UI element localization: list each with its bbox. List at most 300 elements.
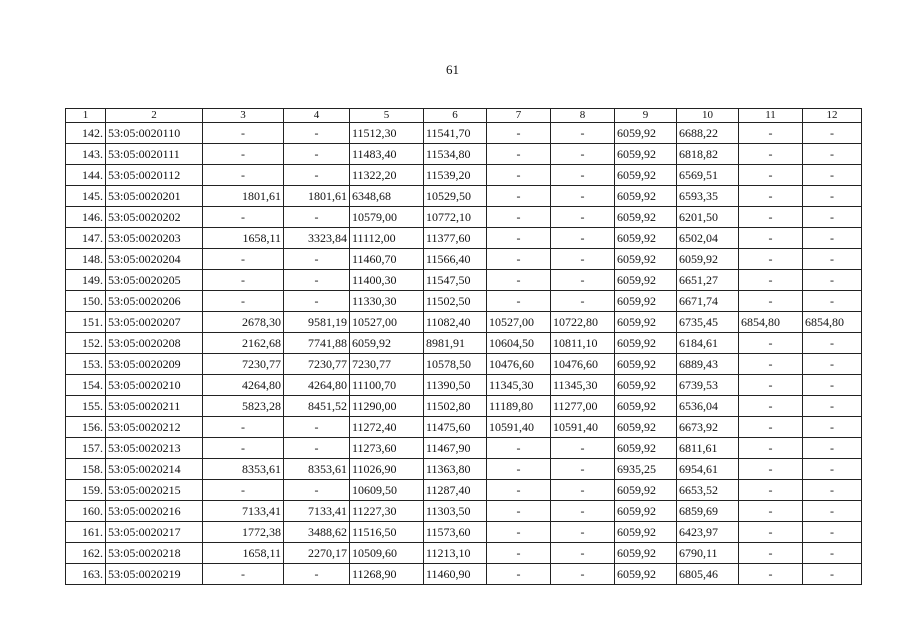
value-cell: - xyxy=(203,270,284,291)
value-cell: - xyxy=(739,459,803,480)
value-cell: - xyxy=(803,354,862,375)
row-number-cell: 151. xyxy=(66,312,106,333)
value-cell: 11566,40 xyxy=(424,249,487,270)
value-cell: 7133,41 xyxy=(284,501,350,522)
value-cell: - xyxy=(803,375,862,396)
value-cell: - xyxy=(739,333,803,354)
cadastral-number-cell: 53:05:0020215 xyxy=(106,480,203,501)
value-cell: - xyxy=(803,480,862,501)
row-number-cell: 152. xyxy=(66,333,106,354)
value-cell: - xyxy=(203,564,284,585)
value-cell: 7133,41 xyxy=(203,501,284,522)
value-cell: - xyxy=(803,333,862,354)
table-row xyxy=(66,123,862,144)
cadastral-number-cell: 53:05:0020110 xyxy=(106,123,203,144)
cadastral-number-cell: 53:05:0020214 xyxy=(106,459,203,480)
value-cell: - xyxy=(487,459,551,480)
value-cell: 11345,30 xyxy=(551,375,615,396)
value-cell: - xyxy=(739,543,803,564)
value-cell: - xyxy=(551,249,615,270)
value-cell: - xyxy=(487,123,551,144)
value-cell: 6059,92 xyxy=(615,501,677,522)
value-cell: 6854,80 xyxy=(803,312,862,333)
value-cell: 11467,90 xyxy=(424,438,487,459)
value-cell: 11363,80 xyxy=(424,459,487,480)
value-cell: - xyxy=(803,438,862,459)
row-number-cell: 150. xyxy=(66,291,106,312)
value-cell: 6593,35 xyxy=(677,186,739,207)
value-cell: 11100,70 xyxy=(350,375,424,396)
row-number-cell: 144. xyxy=(66,165,106,186)
cadastral-number-cell: 53:05:0020112 xyxy=(106,165,203,186)
row-number-cell: 158. xyxy=(66,459,106,480)
value-cell: - xyxy=(551,564,615,585)
value-cell: 7230,77 xyxy=(350,354,424,375)
value-cell: - xyxy=(551,123,615,144)
page-number: 61 xyxy=(446,62,459,77)
cadastral-number-cell: 53:05:0020201 xyxy=(106,186,203,207)
value-cell: 6673,92 xyxy=(677,417,739,438)
value-cell: - xyxy=(803,564,862,585)
value-cell: - xyxy=(803,543,862,564)
value-cell: 6184,61 xyxy=(677,333,739,354)
value-cell: 6805,46 xyxy=(677,564,739,585)
value-cell: 11460,70 xyxy=(350,249,424,270)
value-cell: - xyxy=(803,186,862,207)
value-cell: - xyxy=(739,228,803,249)
row-number-cell: 146. xyxy=(66,207,106,228)
value-cell: 3323,84 xyxy=(284,228,350,249)
value-cell: 6653,52 xyxy=(677,480,739,501)
value-cell: 6059,92 xyxy=(615,270,677,291)
value-cell: - xyxy=(487,522,551,543)
table-row xyxy=(66,333,862,354)
value-cell: 10476,60 xyxy=(551,354,615,375)
table-row xyxy=(66,543,862,564)
value-cell: 6059,92 xyxy=(615,186,677,207)
value-cell: - xyxy=(739,249,803,270)
value-cell: 10772,10 xyxy=(424,207,487,228)
value-cell: - xyxy=(487,228,551,249)
value-cell: - xyxy=(487,501,551,522)
value-cell: 4264,80 xyxy=(203,375,284,396)
value-cell: 11475,60 xyxy=(424,417,487,438)
value-cell: 11534,80 xyxy=(424,144,487,165)
column-header: 1 xyxy=(66,109,106,123)
value-cell: - xyxy=(739,291,803,312)
table-row xyxy=(66,375,862,396)
cadastral-number-cell: 53:05:0020209 xyxy=(106,354,203,375)
cadastral-number-cell: 53:05:0020204 xyxy=(106,249,203,270)
value-cell: - xyxy=(803,228,862,249)
value-cell: 9581,19 xyxy=(284,312,350,333)
value-cell: 11330,30 xyxy=(350,291,424,312)
column-header: 7 xyxy=(487,109,551,123)
row-number-cell: 149. xyxy=(66,270,106,291)
header-row xyxy=(66,109,862,123)
value-cell: 6059,92 xyxy=(615,249,677,270)
value-cell: - xyxy=(203,480,284,501)
value-cell: 1801,61 xyxy=(284,186,350,207)
cadastral-number-cell: 53:05:0020210 xyxy=(106,375,203,396)
value-cell: 6954,61 xyxy=(677,459,739,480)
value-cell: 11512,30 xyxy=(350,123,424,144)
value-cell: 6811,61 xyxy=(677,438,739,459)
value-cell: - xyxy=(739,396,803,417)
value-cell: 11273,60 xyxy=(350,438,424,459)
cadastral-number-cell: 53:05:0020205 xyxy=(106,270,203,291)
value-cell: 10527,00 xyxy=(350,312,424,333)
cadastral-number-cell: 53:05:0020211 xyxy=(106,396,203,417)
value-cell: 10527,00 xyxy=(487,312,551,333)
table-header xyxy=(66,109,862,123)
row-number-cell: 159. xyxy=(66,480,106,501)
column-header: 3 xyxy=(203,109,284,123)
value-cell: 6201,50 xyxy=(677,207,739,228)
value-cell: 7741,88 xyxy=(284,333,350,354)
value-cell: 11539,20 xyxy=(424,165,487,186)
row-number-cell: 161. xyxy=(66,522,106,543)
value-cell: 10529,50 xyxy=(424,186,487,207)
value-cell: - xyxy=(487,207,551,228)
value-cell: - xyxy=(203,165,284,186)
value-cell: 6935,25 xyxy=(615,459,677,480)
value-cell: - xyxy=(739,186,803,207)
value-cell: 10811,10 xyxy=(551,333,615,354)
value-cell: - xyxy=(551,480,615,501)
column-header: 2 xyxy=(106,109,203,123)
value-cell: 1658,11 xyxy=(203,228,284,249)
value-cell: 2270,17 xyxy=(284,543,350,564)
cadastral-number-cell: 53:05:0020213 xyxy=(106,438,203,459)
cadastral-number-cell: 53:05:0020206 xyxy=(106,291,203,312)
value-cell: 11377,60 xyxy=(424,228,487,249)
row-number-cell: 156. xyxy=(66,417,106,438)
value-cell: 8981,91 xyxy=(424,333,487,354)
value-cell: 11287,40 xyxy=(424,480,487,501)
row-number-cell: 157. xyxy=(66,438,106,459)
value-cell: 6536,04 xyxy=(677,396,739,417)
value-cell: 6671,74 xyxy=(677,291,739,312)
column-header: 6 xyxy=(424,109,487,123)
value-cell: - xyxy=(284,417,350,438)
value-cell: 6735,45 xyxy=(677,312,739,333)
value-cell: 6688,22 xyxy=(677,123,739,144)
value-cell: 10509,60 xyxy=(350,543,424,564)
value-cell: 10578,50 xyxy=(424,354,487,375)
value-cell: - xyxy=(487,165,551,186)
value-cell: 1658,11 xyxy=(203,543,284,564)
table-row xyxy=(66,564,862,585)
table-row xyxy=(66,249,862,270)
value-cell: - xyxy=(803,165,862,186)
value-cell: - xyxy=(284,144,350,165)
value-cell: 1801,61 xyxy=(203,186,284,207)
value-cell: 6739,53 xyxy=(677,375,739,396)
value-cell: - xyxy=(739,207,803,228)
cadastral-values-table xyxy=(65,108,862,585)
value-cell: 11303,50 xyxy=(424,501,487,522)
row-number-cell: 143. xyxy=(66,144,106,165)
value-cell: - xyxy=(487,543,551,564)
table-row xyxy=(66,207,862,228)
value-cell: 11112,00 xyxy=(350,228,424,249)
value-cell: - xyxy=(551,144,615,165)
value-cell: 11502,80 xyxy=(424,396,487,417)
row-number-cell: 162. xyxy=(66,543,106,564)
value-cell: 6348,68 xyxy=(350,186,424,207)
column-header: 5 xyxy=(350,109,424,123)
cadastral-number-cell: 53:05:0020218 xyxy=(106,543,203,564)
table-body xyxy=(66,123,862,585)
row-number-cell: 163. xyxy=(66,564,106,585)
row-number-cell: 155. xyxy=(66,396,106,417)
value-cell: 6059,92 xyxy=(615,312,677,333)
value-cell: 11460,90 xyxy=(424,564,487,585)
row-number-cell: 153. xyxy=(66,354,106,375)
table-row xyxy=(66,501,862,522)
value-cell: 11082,40 xyxy=(424,312,487,333)
column-header: 12 xyxy=(803,109,862,123)
value-cell: - xyxy=(803,522,862,543)
value-cell: - xyxy=(551,270,615,291)
value-cell: 11573,60 xyxy=(424,522,487,543)
value-cell: 6059,92 xyxy=(615,522,677,543)
value-cell: 10579,00 xyxy=(350,207,424,228)
value-cell: 6859,69 xyxy=(677,501,739,522)
row-number-cell: 147. xyxy=(66,228,106,249)
value-cell: - xyxy=(803,501,862,522)
value-cell: - xyxy=(803,249,862,270)
value-cell: - xyxy=(551,228,615,249)
value-cell: 11390,50 xyxy=(424,375,487,396)
value-cell: - xyxy=(739,354,803,375)
value-cell: - xyxy=(739,417,803,438)
value-cell: 1772,38 xyxy=(203,522,284,543)
value-cell: - xyxy=(739,438,803,459)
value-cell: 6502,04 xyxy=(677,228,739,249)
value-cell: 6059,92 xyxy=(615,291,677,312)
value-cell: 6059,92 xyxy=(615,354,677,375)
value-cell: 10722,80 xyxy=(551,312,615,333)
value-cell: 8451,52 xyxy=(284,396,350,417)
row-number-cell: 154. xyxy=(66,375,106,396)
value-cell: 10609,50 xyxy=(350,480,424,501)
value-cell: 6059,92 xyxy=(615,564,677,585)
value-cell: 5823,28 xyxy=(203,396,284,417)
value-cell: 8353,61 xyxy=(284,459,350,480)
row-number-cell: 148. xyxy=(66,249,106,270)
value-cell: - xyxy=(803,291,862,312)
value-cell: 11213,10 xyxy=(424,543,487,564)
value-cell: - xyxy=(803,417,862,438)
value-cell: - xyxy=(284,123,350,144)
value-cell: - xyxy=(551,522,615,543)
value-cell: 11541,70 xyxy=(424,123,487,144)
row-number-cell: 142. xyxy=(66,123,106,144)
value-cell: - xyxy=(803,207,862,228)
value-cell: - xyxy=(803,270,862,291)
value-cell: 2678,30 xyxy=(203,312,284,333)
value-cell: 6854,80 xyxy=(739,312,803,333)
value-cell: 11516,50 xyxy=(350,522,424,543)
value-cell: 6059,92 xyxy=(350,333,424,354)
table-row xyxy=(66,186,862,207)
value-cell: 6059,92 xyxy=(615,144,677,165)
value-cell: 11189,80 xyxy=(487,396,551,417)
value-cell: - xyxy=(203,207,284,228)
row-number-cell: 160. xyxy=(66,501,106,522)
cadastral-number-cell: 53:05:0020216 xyxy=(106,501,203,522)
value-cell: 6059,92 xyxy=(615,543,677,564)
table-row xyxy=(66,228,862,249)
value-cell: 4264,80 xyxy=(284,375,350,396)
value-cell: 6790,11 xyxy=(677,543,739,564)
table-row xyxy=(66,459,862,480)
cadastral-number-cell: 53:05:0020208 xyxy=(106,333,203,354)
column-header: 11 xyxy=(739,109,803,123)
value-cell: 6651,27 xyxy=(677,270,739,291)
value-cell: 6059,92 xyxy=(615,396,677,417)
value-cell: 11502,50 xyxy=(424,291,487,312)
value-cell: - xyxy=(551,207,615,228)
value-cell: - xyxy=(739,375,803,396)
value-cell: - xyxy=(551,459,615,480)
value-cell: - xyxy=(284,165,350,186)
value-cell: 8353,61 xyxy=(203,459,284,480)
value-cell: 6059,92 xyxy=(615,333,677,354)
cadastral-number-cell: 53:05:0020111 xyxy=(106,144,203,165)
value-cell: 11227,30 xyxy=(350,501,424,522)
value-cell: - xyxy=(284,207,350,228)
value-cell: 6569,51 xyxy=(677,165,739,186)
value-cell: - xyxy=(203,438,284,459)
value-cell: 6059,92 xyxy=(677,249,739,270)
value-cell: - xyxy=(284,291,350,312)
value-cell: - xyxy=(203,123,284,144)
value-cell: - xyxy=(203,144,284,165)
value-cell: 11345,30 xyxy=(487,375,551,396)
value-cell: - xyxy=(203,291,284,312)
cadastral-number-cell: 53:05:0020219 xyxy=(106,564,203,585)
table-row xyxy=(66,480,862,501)
value-cell: - xyxy=(487,186,551,207)
value-cell: - xyxy=(739,501,803,522)
value-cell: - xyxy=(803,459,862,480)
table-row xyxy=(66,396,862,417)
value-cell: - xyxy=(551,291,615,312)
value-cell: - xyxy=(284,480,350,501)
value-cell: 7230,77 xyxy=(203,354,284,375)
value-cell: 11483,40 xyxy=(350,144,424,165)
table-row xyxy=(66,291,862,312)
value-cell: 6423,97 xyxy=(677,522,739,543)
table-row xyxy=(66,417,862,438)
value-cell: 6059,92 xyxy=(615,207,677,228)
value-cell: - xyxy=(487,564,551,585)
column-header: 9 xyxy=(615,109,677,123)
value-cell: - xyxy=(803,144,862,165)
value-cell: - xyxy=(487,249,551,270)
value-cell: - xyxy=(551,438,615,459)
value-cell: 11400,30 xyxy=(350,270,424,291)
value-cell: - xyxy=(487,438,551,459)
value-cell: 6059,92 xyxy=(615,228,677,249)
value-cell: 10591,40 xyxy=(551,417,615,438)
table-row xyxy=(66,165,862,186)
value-cell: 6059,92 xyxy=(615,480,677,501)
table-row xyxy=(66,354,862,375)
value-cell: - xyxy=(739,270,803,291)
value-cell: - xyxy=(487,270,551,291)
value-cell: - xyxy=(551,543,615,564)
value-cell: - xyxy=(739,123,803,144)
value-cell: 3488,62 xyxy=(284,522,350,543)
value-cell: - xyxy=(739,144,803,165)
table-row xyxy=(66,270,862,291)
value-cell: 11322,20 xyxy=(350,165,424,186)
value-cell: 11290,00 xyxy=(350,396,424,417)
value-cell: - xyxy=(284,438,350,459)
value-cell: - xyxy=(284,249,350,270)
value-cell: - xyxy=(739,480,803,501)
cadastral-number-cell: 53:05:0020202 xyxy=(106,207,203,228)
table-row xyxy=(66,438,862,459)
value-cell: - xyxy=(739,522,803,543)
value-cell: - xyxy=(803,123,862,144)
value-cell: 6059,92 xyxy=(615,123,677,144)
value-cell: 10604,50 xyxy=(487,333,551,354)
value-cell: - xyxy=(284,564,350,585)
column-header: 4 xyxy=(284,109,350,123)
cadastral-number-cell: 53:05:0020217 xyxy=(106,522,203,543)
table-row xyxy=(66,144,862,165)
column-header: 10 xyxy=(677,109,739,123)
cadastral-number-cell: 53:05:0020212 xyxy=(106,417,203,438)
value-cell: 11272,40 xyxy=(350,417,424,438)
value-cell: 6818,82 xyxy=(677,144,739,165)
column-header: 8 xyxy=(551,109,615,123)
value-cell: 7230,77 xyxy=(284,354,350,375)
value-cell: - xyxy=(739,165,803,186)
value-cell: 11026,90 xyxy=(350,459,424,480)
value-cell: 6889,43 xyxy=(677,354,739,375)
cadastral-number-cell: 53:05:0020207 xyxy=(106,312,203,333)
table-row xyxy=(66,312,862,333)
value-cell: 10591,40 xyxy=(487,417,551,438)
value-cell: 6059,92 xyxy=(615,375,677,396)
value-cell: 10476,60 xyxy=(487,354,551,375)
value-cell: - xyxy=(551,165,615,186)
value-cell: 11547,50 xyxy=(424,270,487,291)
value-cell: 11268,90 xyxy=(350,564,424,585)
table-row xyxy=(66,522,862,543)
value-cell: - xyxy=(284,270,350,291)
value-cell: 2162,68 xyxy=(203,333,284,354)
value-cell: - xyxy=(551,501,615,522)
value-cell: - xyxy=(203,417,284,438)
value-cell: 11277,00 xyxy=(551,396,615,417)
value-cell: - xyxy=(803,396,862,417)
value-cell: - xyxy=(487,480,551,501)
value-cell: 6059,92 xyxy=(615,165,677,186)
value-cell: - xyxy=(551,186,615,207)
value-cell: 6059,92 xyxy=(615,438,677,459)
value-cell: 6059,92 xyxy=(615,417,677,438)
value-cell: - xyxy=(739,564,803,585)
value-cell: - xyxy=(487,291,551,312)
cadastral-number-cell: 53:05:0020203 xyxy=(106,228,203,249)
